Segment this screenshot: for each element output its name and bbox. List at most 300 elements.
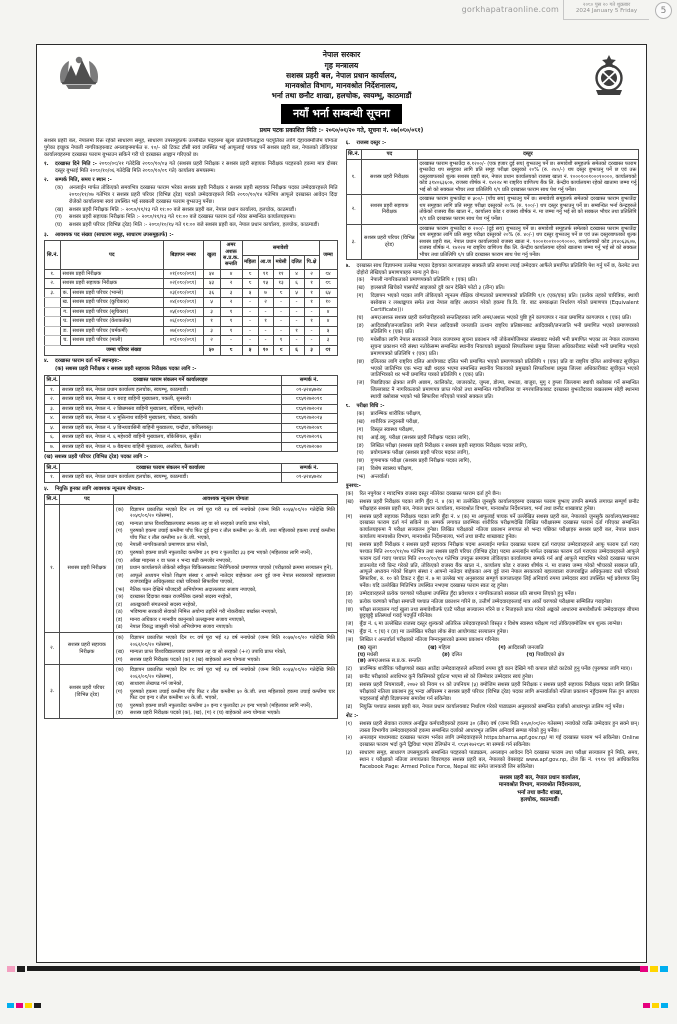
cell-backward: १ — [304, 317, 319, 327]
section-4-heading: दरखास्त फाराम दर्ता गर्ने स्थानहरु:- — [55, 358, 122, 365]
item-text: लिखित र अन्तर्वार्ता परीक्षाको नतिजा निम्नानुसारको क्रममा प्रकाशन गरिनेछ। — [359, 636, 500, 643]
item-label: (ख) — [345, 498, 354, 505]
press-chip-cyan — [7, 1003, 14, 1008]
item-text: सशस्त्र प्रहरी निरीक्षक पदको (क), (ख), (ग) र (घ) बाहेकको अन्य योग्यता भएको। — [129, 710, 281, 717]
exam-method-item — [357, 474, 640, 481]
fee-row — [346, 159, 639, 195]
item-label: (ख) — [427, 644, 437, 651]
section-7 — [346, 263, 640, 401]
section-6-number: ६. — [345, 140, 351, 147]
item-label: (क) — [356, 277, 365, 284]
qualification-item — [116, 542, 335, 549]
section-4b-heading: सशस्त्र प्रहरी परिचर (विभिन्न ट्रेड) पदका लागि :- — [54, 454, 149, 461]
item-label: (क) — [345, 491, 354, 498]
cell-backward: १ — [304, 279, 319, 289]
punashcha-item — [346, 621, 640, 628]
cell-post: सशस्त्र प्रहरी निरीक्षक — [60, 504, 114, 632]
section-7-items — [357, 277, 640, 400]
qualification-row-asi — [45, 632, 338, 664]
cell-sn: २. — [346, 195, 361, 224]
item-label: (ठ) — [345, 674, 353, 681]
cell-office: सशस्त्र प्रहरी बल, नेपाल प्रधान कार्यालय हलचोक, स्वयम्भू, काठमाडौं। — [60, 385, 281, 395]
punashcha-item — [346, 542, 640, 590]
government-line: नेपाल सरकार — [322, 50, 361, 59]
ministry-line: गृह मन्त्रालय — [324, 61, 359, 70]
section-3 — [44, 232, 338, 239]
item-label: (च) — [356, 337, 364, 344]
punashcha-item — [346, 491, 640, 498]
cell-sn: ४. — [45, 414, 60, 424]
col-dalit: दलित — [289, 255, 304, 269]
organization-line: भर्ना तथा छनौट शाखा, हलचोक, स्वयम्भू, काठमाडौं — [271, 90, 412, 100]
cell-women: - — [242, 317, 258, 327]
page-number-badge[interactable]: 5 — [655, 2, 672, 19]
item-text: सशस्त्र प्रहरी नियमावली, २०७२ को नियम १२ को उपनियम (५) बमोजिम सशस्त्र प्रहरी निरीक्षक र सशस्त्र प्रहरी सहायक निरीक्षक पदका लागि लिखित परीक्षाको नतिजा प्रकाशन हुनु भन्दा अघिसम्म र सशस्त्र प्रहरी परिचर (विभिन्न ट्रेड) पदका लागि अन्तर्वार्ताको नतिजा प्रकाशन नहुँदासम्म रिक्त हुन आएका पदहरुलाई सोही विज्ञापनमा समावेश गर्न सकिनेछ। — [359, 682, 639, 702]
cell-advert: ०२(०८०/०८१) — [163, 279, 203, 289]
cell-letter: च. — [61, 336, 71, 346]
section-7-intro: दरखास्त साथ विज्ञापनमा उल्लेख भएका देहायका कागजातहरु सक्कलै प्रति साथमा ल्याई उम्मेदवार आफैंले प्रमाणित प्रतिलिपि पेश गर्नु पर्ने छ, केरमेट तथा दोहोरो लेखिएको प्रमाणपत्रहरु मान्य हुने छैन। — [356, 262, 639, 276]
qualification-item — [116, 667, 335, 680]
item-label: (क) — [115, 506, 124, 513]
cell-advert: ०६(०८०/०८१) — [163, 317, 203, 327]
col-open: खुला — [203, 241, 220, 269]
cell-women: ८ — [242, 269, 258, 279]
qualification-row-inspector — [45, 504, 338, 632]
total-label: जम्मा परिचर संख्या — [45, 345, 204, 355]
total-grand: ९१ — [319, 345, 337, 355]
section-6-heading: राजस्व दस्तुर :- — [356, 140, 387, 147]
item-label: (च) — [345, 598, 353, 605]
cell-sn: १. — [45, 473, 60, 483]
item-text: दलित — [451, 651, 463, 658]
cell-madhesi: - — [273, 307, 289, 317]
cell-office: सशस्त्र प्रहरी बल, नेपाल नं. ७ बैद्यनाथ बाहिनी मुख्यालय, अत्तरिया, कैलाली। — [60, 442, 281, 452]
cell-sn — [45, 317, 61, 327]
cell-backward: - — [304, 307, 319, 317]
item-label: (ठ) — [115, 609, 123, 616]
item-text: मधेसी — [366, 651, 378, 658]
qualification-item — [116, 528, 335, 541]
note-item — [346, 721, 640, 735]
cell-women: ५ — [242, 288, 258, 298]
cell-sn: ६. — [45, 433, 60, 443]
item-text: सशस्त्र प्रहरी सहायक निरीक्षक मिति :- २०८०/११/१३ गते ११:०० बजे दरखास्त फाराम दर्ता गरेका सम्बन्धित कार्यालयहरुमा। — [69, 214, 296, 221]
press-chip-magenta — [640, 966, 648, 972]
punashcha-item — [346, 666, 640, 673]
note-heading: नोट :- — [345, 712, 359, 719]
item-text: आई.क्यु. परीक्षा (सशस्त्र प्रहरी निरीक्षक पदका लागि), — [370, 434, 471, 441]
date-box — [563, 0, 649, 20]
exam-method-item — [357, 443, 640, 450]
item-text: पिछडिएको क्षेत्र — [535, 651, 565, 658]
item-text: रित नपुगेका र म्यादभित्र राजस्व दस्तुर नतिरेका दरखास्त फाराम दर्ता हुने छैन। — [359, 491, 501, 498]
col-advert: बिज्ञापन नम्बर — [163, 241, 203, 269]
qualification-item — [116, 635, 335, 648]
cell-women: ८ — [242, 279, 258, 289]
item-label: (ङ) — [356, 442, 364, 449]
publication-line: प्रथम पटक प्रकाशित मिति :- २०८०/०९/२० गते, सूचना नं. ०७(०८०/०८१) — [259, 126, 424, 134]
office-row — [45, 473, 338, 483]
fee-table — [346, 149, 640, 260]
cell-post: सशस्त्र प्रहरी परिचर (कुचिकार) — [71, 298, 164, 308]
cell-phone: ९८५१२७२०२४ — [281, 404, 337, 414]
punashcha-heading: पुनश्च:- — [345, 483, 361, 490]
cell-sn — [45, 307, 61, 317]
cell-backward: १ — [304, 298, 319, 308]
item-text: खुला — [367, 644, 377, 651]
item-text: आदिवासी जनजाति — [507, 644, 544, 651]
item-label: (घ) — [55, 222, 63, 229]
item-text: अनलाइन माध्यमबाट दरखास्त फाराम भर्नका लागि उम्मेदवारहरुले https:bharna.apf.gov.np/ मा गई दरखास्त फाराम भर्न सकिनेछ। Online दरखास्त फाराम भर्दा कुनै द्विविधा भएमा टेलिफोन नं. ९८५१२७२९५८ मा सम्पर्क गर्न सकिनेछ। — [359, 735, 639, 749]
cell-letter: ग. — [61, 307, 71, 317]
organization-lines — [44, 71, 639, 101]
cell-open: ५४ — [203, 269, 220, 279]
cell-open: ३ — [203, 307, 220, 317]
cell-open: १ — [203, 317, 220, 327]
section-8-number: ८. — [345, 403, 351, 410]
office-row — [45, 395, 338, 405]
item-text: आफूले अध्ययन गरेको शिक्षण संस्था र आफ्नो नातेदार बाहेकका अन्य दुई जना नेपाल सरकारको बहालवाला राजपत्राङ्कित अधिकृतबाट राम्रो चरित्रको सिफारिश पाएको, — [129, 572, 335, 586]
section-8-heading: परीक्षा विधि :- — [356, 403, 385, 410]
cell-advert: ०५(०८०/०८१) — [163, 307, 203, 317]
cell-janajati: - — [258, 307, 273, 317]
site-header-bar — [0, 0, 677, 24]
result-order-list — [358, 645, 640, 666]
cell-fee-text: दरखास्त फाराम बुझाउँदा रु.१२००/- (एक हजार दुई सय) बुझाउनु पर्ने छ। समावेशी समूहतर्फ समेतको दरखास्त फाराम बुझाउँदा थप समूहका लागि प्रति समूह परीक्षा दस्तुरको २०% (रु. २४०/-) थप दस्तुर बुझाउनु पर्ने छ एवं उक्त दस्तुरबापतको शुल्क सशस्त्र प्रहरी बल, नेपाल प्रधान कार्यालयको राजस्व खाता नं. १०००१००१०००१००००, कार्यालयको कोड ३१४०६३६०७, राजस्व शीर्षक नं. १४२२४ मा राष्ट्रिय वाणिज्य बैंक लि. केन्द्रीय कार्यालयमा रहेको खातामा जम्मा गर्नु भई सो को सक्कल भौचर तथा प्रतिलिपि १/१ प्रति दरखास्त फाराम साथ पेश गर्नु पर्नेछ। — [417, 159, 638, 195]
cell-dalit: ५ — [289, 288, 304, 298]
col-phone: सम्पर्क नं. — [281, 464, 337, 473]
punashcha-item — [346, 599, 640, 606]
item-label: (छ) — [345, 606, 354, 613]
exam-method-item — [357, 435, 640, 442]
cell-post: सशस्त्र प्रहरी परिचर (विभिन्न ट्रेड) — [60, 665, 114, 719]
item-label: (ख) — [115, 681, 124, 688]
result-order-item — [428, 645, 498, 652]
cell-advert: ०३(०८०/०८१) — [163, 288, 203, 298]
punashcha-item — [346, 637, 640, 644]
item-text: छनौट परीक्षाको अवधिभर कुनै किसिमको दुर्घटना भएमा सो को जिम्मेवार उम्मेदवार स्वयं हुनेछ। — [359, 674, 534, 681]
fee-row — [346, 195, 639, 224]
document-item — [357, 293, 640, 314]
section-4b-label: (ख) — [44, 454, 53, 461]
signature-line: भर्ना तथा छनौट शाखा, — [517, 789, 563, 796]
cell-sn: १. — [45, 385, 60, 395]
section-5 — [44, 486, 338, 493]
cell-advert: ०४(०८०/०८१) — [163, 298, 203, 308]
cell-post: सशस्त्र प्रहरी सहायक निरीक्षक — [361, 195, 417, 224]
vacancy-subrow — [45, 288, 338, 298]
cell-sn: ५. — [45, 423, 60, 433]
exam-method-item — [357, 466, 640, 473]
item-label: (ख) — [115, 520, 124, 527]
office-row — [45, 423, 338, 433]
item-text: विस्तृत स्वास्थ्य परीक्षण, — [370, 426, 415, 433]
cell-sn: १. — [346, 159, 361, 195]
site-url-link[interactable]: gorkhapatraonline.com — [461, 5, 559, 14]
item-text: साधारण लेखपढ गर्न जानेको, — [129, 681, 184, 688]
office-row — [45, 404, 338, 414]
cell-sn: २. — [45, 395, 60, 405]
col-martyr: अमर अशक्त स.प्र.क. सन्तति — [220, 241, 242, 269]
cell-office: सशस्त्र प्रहरी बल, नेपाल नं. २ छिन्नमस्ता बाहिनी मुख्यालय, बर्दिबास, महोत्तरी। — [60, 404, 281, 414]
cell-total: ५ — [319, 326, 337, 336]
cell-sn: ७. — [45, 442, 60, 452]
press-chip-magenta — [643, 1003, 650, 1008]
cell-post: सशस्त्र प्रहरी सहायक निरीक्षक — [61, 279, 164, 289]
cell-office: सशस्त्र प्रहरी बल, नेपाल नं. ६ महेश्वरी बाहिनी मुख्यालय, बाँकेसियल, सुर्खेत। — [60, 433, 281, 443]
cell-sn — [45, 326, 61, 336]
exam-method-items — [357, 411, 640, 481]
note-items — [346, 721, 640, 771]
item-label: (ग) — [115, 528, 123, 535]
cell-sn: १. — [45, 269, 61, 279]
cell-martyr: २ — [220, 279, 242, 289]
col-sn: सि.नं. — [46, 496, 58, 503]
cell-letter: क. — [61, 288, 71, 298]
cell-sn: १. — [45, 504, 60, 632]
item-text: दरखास्त दिंदाका बखत राजनैतिक दलको सदस्य नरहेको, — [129, 594, 233, 601]
item-text: मानव अधिकार र मानवीय कानुनको उल्लङ्घनमा सजाय नपाएको, — [129, 616, 246, 623]
press-chip-yellow — [652, 1003, 659, 1008]
document-item — [357, 277, 640, 284]
document-item — [357, 359, 640, 380]
item-label: (छ) — [356, 458, 365, 465]
cell-total: ४ — [319, 317, 337, 327]
punashcha-item — [346, 591, 640, 598]
item-label: (ट) — [345, 666, 353, 673]
exam-method-item — [357, 458, 640, 465]
total-janajati: १० — [258, 345, 273, 355]
item-label: (ज) — [356, 466, 365, 473]
cell-women: - — [242, 307, 258, 317]
item-text: पुरुषको हकमा उचाई कम्तीमा पाँच फिट दुई इन्च र तौल कम्तीमा ५० के.जी. तथा महिलाको हकमा उचाई कम्तीमा पाँच फिट र तौल कम्तीमा ४२ के.जी. भएको, — [129, 528, 335, 541]
office-row — [45, 385, 338, 395]
col-madhesi: मधेसी — [273, 255, 289, 269]
item-text: नेपाल विरुद्ध जासुसी गरेको अभियोगमा सजाय नपाएको। — [129, 624, 233, 631]
cell-madhesi: १३ — [273, 279, 289, 289]
cell-post: सशस्त्र प्रहरी परिचर (विभिन्न ट्रेड) — [361, 224, 417, 260]
col-janajati: आ.ज — [258, 255, 273, 269]
item-text: हालसालै खिचेको पासपोर्ट साइजको दुवै कान देखिने फोटो ३ (तीन) प्रति। — [370, 285, 505, 292]
list-item — [55, 207, 338, 214]
vacancy-subrow — [45, 336, 338, 346]
col-post: पद — [361, 150, 417, 159]
item-label: (घ) — [356, 434, 364, 441]
item-label: (ट) — [115, 601, 123, 608]
item-label: (घ) — [357, 651, 366, 658]
cell-open: ५ — [203, 298, 220, 308]
section-7-number: ७. — [345, 262, 351, 269]
cell-fee-text: दरखास्त फाराम बुझाउँदा रु ५००/- (पाँच सय) बुझाउनु पर्ने छ। समावेशी समूहतर्फ समेतको दरखास्त फाराम बुझाउँदा थप समूहका लागि प्रति समूह परीक्षा दस्तुरको २०% (रु. १००/-) थप दस्तुर बुझाउनु पर्ने छ। सम्बन्धित भर्ना केन्द्रहरुले तोकेको राजस्व बैंक खाता नं., कार्यालय कोड र राजस्व शीर्षक नं. मा जम्मा गर्नु भई सो को सक्कल भौचर तथा प्रतिलिपि १/१ प्रति दरखास्त फाराम साथ पेश गर्नु पर्नेछ। — [417, 195, 638, 224]
cell-phone: ९८५१२७२०४८ — [281, 423, 337, 433]
item-text: बुँदा नं. ८ (घ) र (ङ) मा उल्लेखित परीक्षा लोक सेवा आयोगबाट सञ्चालन हुनेछ। — [359, 629, 508, 636]
press-chip-yellow — [25, 1003, 32, 1008]
cell-post: सशस्त्र प्रहरी निरीक्षक — [61, 269, 164, 279]
press-chip-black — [34, 1003, 41, 1008]
col-office: दरखास्त फाराम संकलन गर्ने कार्यालयहरु — [60, 376, 281, 385]
press-chip-magenta — [16, 1003, 23, 1008]
total-open: ५० — [203, 345, 220, 355]
two-column-body — [44, 138, 639, 805]
item-text: भविष्यमा सरकारी सेवाको निमित्त अयोग्य ठहरिने गरी नोकरीबाट बर्खास्त नभएको, — [129, 609, 278, 616]
qualification-item — [116, 681, 335, 688]
item-text: आदिवासी/जनजातिका लागि नेपाल आदिवासी जनजाति उत्थान राष्ट्रिय प्रतिष्ठानबाट आदिवासी/जनजाति भनी प्रमाणित भएको प्रमाणपत्रको प्रतिलिपि १ (एक) प्रति। — [370, 322, 639, 336]
punashcha-item — [346, 514, 640, 541]
item-label: (ज) — [356, 380, 365, 387]
cell-janajati: ११ — [258, 269, 273, 279]
item-label: (ग) — [356, 293, 364, 300]
press-chip-pink — [7, 966, 15, 972]
cell-phone: ९८५१२७२०७० — [281, 442, 337, 452]
section-5-heading: नियुक्ति हुनका लागि आवश्यक न्यूनतम योग्यता:- — [55, 485, 145, 492]
item-label: (ङ) — [115, 710, 124, 717]
date-nepali: २०८० पुस २० गते शुक्रबार — [582, 2, 631, 8]
cell-advert: ०१(०८०/०८१) — [163, 269, 203, 279]
cell-janajati: - — [258, 336, 273, 346]
item-label: (ग) — [345, 513, 353, 520]
item-label: (क) — [357, 644, 367, 651]
organization-line: सशस्त्र प्रहरी बल, नेपाल प्रधान कार्यालय, — [286, 71, 397, 80]
section-4a-heading: सशस्त्र प्रहरी निरीक्षक र सशस्त्र प्रहरी सहायक निरीक्षक पदका लागि :- — [65, 366, 197, 373]
item-label: (ख) — [115, 649, 124, 656]
item-label: (च) — [356, 450, 364, 457]
item-label: (ग) — [115, 656, 123, 663]
item-text: प्रारम्भिक शारीरिक परीक्षणको बखत आउँदा उम्मेदवारहरुले अनिवार्य रुपमा दुवै कान देखिने गरी कपाल छोटो काटेको हुनु पर्नेछ (पुरुषका लागि मात्र)। — [359, 666, 632, 673]
item-text: उम्मेदवारहरुले प्रत्येक चरणको परीक्षामा उपस्थित हुँदा प्रवेशपत्र र नागरिकताको सक्कल प्रति साथमा लिएको हुनु पर्नेछ। — [359, 590, 576, 597]
cell-backward: - — [304, 336, 319, 346]
section-3-heading: आवश्यक पद संख्या (साधारण समूह, साधारण उपसमूहतर्फ) :- — [55, 231, 174, 238]
document-item — [357, 337, 640, 358]
item-text: नेपाली नागरिकताको प्रमाणपत्र प्राप्त गरेको, — [129, 542, 209, 549]
cell-sn: ३. — [45, 665, 60, 719]
item-label: (क) — [115, 667, 124, 674]
result-order-item — [526, 652, 610, 659]
intro-paragraph: सशस्त्र प्रहरी बल, नेपालमा रिक्त रहेको साधारण समूह, साधारण उपसमूहतर्फ उल्लेखित पदहरुमा खुला प्रतियोगिताद्वारा पदपूर्तिका लागि देहायबमोजिम योग्यता पुगेका इच्छुक नेपाली नागरिकहरुबाट अनलाइनमार्फत रु. १०/- को टिकट टाँसी स्वयं उपस्थित भई आफूलाई पायक पर्ने सशस्त्र प्रहरी बल, नेपालको तोकिएका कार्यालयहरुमा दरखास्त फाराम बुझाउन सकिने गरी यो दरखास्त आह्वान गरिएको छ। — [44, 137, 338, 158]
punashcha-items-b — [346, 666, 640, 710]
item-label: (झ) — [345, 629, 355, 636]
exam-method-item — [357, 419, 640, 426]
section-1 — [44, 161, 338, 175]
item-label: (क) — [55, 185, 63, 192]
exam-method-item — [357, 411, 640, 418]
item-text: आतङ्ककारी संगठनको सदस्य नरहेको, — [129, 601, 197, 608]
item-text: दलितका लागि राष्ट्रिय दलित आयोगबाट दलित भनी प्रमाणित भएको प्रमाणपत्रको प्रतिलिपि १ (एक) प्रति वा राष्ट्रिय दलित आयोगबाट सूचीकृत भएको जातिभित्र एक भन्दा बढी थरहरु भएमा सम्बन्धित स्थानीय निकायको प्रमुखको सिफारिशमा प्रमुख जिल्ला अधिकारीबाट सूचीकृत भएको जातिभित्रको थर भनी प्रमाणित पत्रको प्रतिलिपि १ (एक) प्रति। — [370, 358, 639, 379]
signature-line: सशस्त्र प्रहरी बल, नेपाल प्रधान कार्यालय, — [499, 774, 581, 781]
item-label: (ङ) — [356, 322, 364, 329]
cell-phone: ०१-५२४५७२४ — [281, 473, 337, 483]
document-item — [357, 380, 640, 401]
item-text: मधेसीका लागि नेपाल सरकारले नेपाल राजपत्रमा सूचना प्रकाशन गरी तोकेबमोजिमका संस्थाबाट मधेसी भनी प्रमाणित भएका तर नेपाल राजपत्रमा सूचना प्रकाशन गरी संस्था नतोकेसम्म सम्बन्धित स्थानीय निकायको प्रमुखको सिफारिसमा प्रमुख जिल्ला अधिकारीबाट मधेसी भनी प्रमाणित भएको प्रमाणपत्रको प्रतिलिपि १ (एक) प्रति। — [370, 337, 639, 357]
fee-row — [346, 224, 639, 260]
item-text: परीक्षा सञ्चालन गर्दा खुला तथा समावेशीतर्फ एउटै परीक्षा सञ्चालन गरिने छ र निजहरुले प्राप्त गरेको अङ्कको आधारमा समावेशीतर्फ उम्मेदवारहरु बीचमा छुट्टाछुट्टै प्रतिस्पर्धा गराई पदपूर्ति गरिनेछ। — [359, 606, 639, 620]
cell-sn: २. — [45, 632, 60, 664]
cell-madhesi: - — [273, 317, 289, 327]
vacancy-subrow — [45, 326, 338, 336]
section-3-number: ३. — [44, 231, 49, 238]
notice-title-banner: नयाँ भर्ना सम्बन्धी सूचना — [281, 104, 402, 124]
item-label: (२) — [345, 735, 353, 742]
exam-method-item — [357, 450, 640, 457]
cell-sn — [45, 298, 61, 308]
cell-fee-text: दरखास्त फाराम बुझाउँदा रु २००/- (दुई सय) बुझाउनु पर्ने छ। समावेशी समूहतर्फ समेतको दरखास्त फाराम बुझाउँदा थप समूहका लागि प्रति समूह परीक्षा दस्तुरको २०% (रु. ४०/-) थप दस्तुर बुझाउनु पर्ने छ एवं उक्त दस्तुरबापतको शुल्क सशस्त्र प्रहरी बल, नेपाल प्रधान कार्यालयको राजस्व खाता नं. १०००१००१०००१००००, कार्यालयको कोड ३१४०६३६०७, राजस्व शीर्षक नं. १४२२४ मा राष्ट्रिय वाणिज्य बैंक लि. केन्द्रीय कार्यालयमा रहेको खातामा जम्मा गर्नु भई सो को सक्कल भौचर तथा प्रतिलिपि १/१ प्रति दरखास्त फाराम साथ पेश गर्नु पर्नेछ। — [417, 224, 638, 260]
cell-dalit: ६ — [289, 279, 304, 289]
item-text: प्रारम्भिक शारीरिक परीक्षण, — [370, 411, 422, 418]
col-inclusive: समावेशी — [242, 241, 319, 255]
punashcha-item — [346, 704, 640, 711]
item-label: (क) — [115, 634, 124, 641]
nepal-government-emblem-icon — [56, 52, 102, 96]
item-text: सशस्त्र प्रहरी निरीक्षक पदका लागि बुँदा नं. ४ (क) मा उल्लेखित जुनसुकै कार्यालयहरुमा दरखास्त फाराम बुझाए तापनि सम्पर्क लगायत सम्पूर्ण छनौट परीक्षाहरु सशस्त्र प्रहरी बल, नेपाल प्रधान कार्यालय, मानवश्रोत विभाग, मानवश्रोत निर्देशनालय, भर्ना तथा छनौट शाखाबाट हुनेछ। — [359, 498, 639, 512]
total-backward: ३ — [304, 345, 319, 355]
section-2 — [44, 177, 338, 229]
press-chip-yellow — [650, 966, 658, 972]
cell-martyr: १ — [220, 307, 242, 317]
item-label: (ज) — [345, 621, 354, 628]
punashcha-items-a — [346, 491, 640, 644]
item-label: (क) — [356, 411, 365, 418]
cell-office: सशस्त्र प्रहरी बल, नेपाल नं. १ बराह बाहिनी मुख्यालय, पकली, सुनसरी। — [60, 395, 281, 405]
cell-sn: ३. — [45, 288, 61, 298]
total-martyr: ८ — [220, 345, 242, 355]
item-label: (ज) — [115, 572, 124, 579]
col-post: पद — [61, 241, 164, 269]
cell-post: सशस्त्र प्रहरी परिचर (भान्से) — [71, 288, 164, 298]
press-registration-bar — [7, 965, 670, 972]
punashcha-section — [346, 483, 640, 710]
item-text: विज्ञापन प्रकाशित भएको दिन २१ वर्ष पूरा गरी २५ वर्ष ननाघेको (जन्म मिति २०५५/०९/२० गतेदेखि मिति २०५९/०९/२० गतेसम्म), — [129, 506, 335, 520]
qualification-item — [116, 550, 335, 557]
qualification-item — [116, 587, 335, 594]
vacancy-table — [44, 240, 338, 355]
cell-post: सशस्त्र प्रहरी निरीक्षक — [361, 159, 417, 195]
section-2-number: २. — [44, 177, 49, 184]
vacancy-row — [45, 269, 338, 279]
section-2-heading: सम्पर्क मिति, समय र स्थान :- — [55, 177, 112, 184]
qualification-item — [116, 521, 335, 528]
offices-table-b — [44, 463, 338, 483]
cell-janajati: २ — [258, 298, 273, 308]
cell-open: २ — [203, 336, 220, 346]
qualification-row-parichar — [45, 665, 338, 719]
cell-dalit: - — [289, 307, 304, 317]
cell-total: १० — [319, 298, 337, 308]
qualification-item — [116, 710, 335, 717]
punashcha-item — [346, 682, 640, 703]
vacancy-subrow — [45, 307, 338, 317]
offices-table-a — [44, 375, 338, 452]
item-text: पुरुषको हकमा उचाई कम्तीमा पाँच फिट र तौल कम्तीमा ५० के.जी. तथा महिलाको हकमा उचाई कम्तीमा चार फिट दश इन्च र तौल कम्तीमा ४२ के.जी. भएको, — [129, 688, 335, 702]
cell-total: ९४ — [319, 269, 337, 279]
cell-office: सशस्त्र प्रहरी बल, नेपाल नं. ४ मुक्तिनाथ बाहिनी मुख्यालय, पोखरा, कास्की। — [60, 414, 281, 424]
cell-post: सशस्त्र प्रहरी परिचर (चर्मकर्मी) — [71, 326, 164, 336]
item-text: पिछडिएका क्षेत्रका लागि अछाम, कालिकोट, जाजरकोट, जुम्ला, डोल्पा, बझाङ, बाजुरा, मुगु र हुम्ला जिल्लामा स्थायी बसोबास गर्ने सम्बन्धित जिल्लाबाट नै नागरिकताको प्रमाणपत्र प्राप्त गरेको तथा सम्बन्धित गाउँपालिका वा नगरपालिकाबाट दरखास्त बुझाउँदाका बखतसम्म सोही स्थानमा स्थायी बसोबास भएको भन्ने सिफारिश गरिएको पत्रको सक्कल प्रति। — [370, 380, 639, 400]
item-text: प्रधान कार्यालयले तोकेको स्वीकृत चिकित्सकबाट निरोगिताको प्रमाणपत्र पाएको (परीक्षाको क्रममा सञ्चालन हुने), — [129, 565, 333, 572]
section-8 — [346, 403, 640, 480]
cell-martyr: १ — [220, 326, 242, 336]
section-4-number: ४. — [44, 358, 49, 365]
cell-open: ३६ — [203, 288, 220, 298]
item-label: (ढ) — [345, 703, 353, 710]
item-text: लिखित परीक्षा (सशस्त्र प्रहरी निरीक्षक र सशस्त्र प्रहरी सहायक निरीक्षक पदका लागि), — [370, 442, 528, 449]
item-label: (३) — [345, 750, 353, 757]
item-text: सशस्त्र प्रहरी निरीक्षक र सशस्त्र प्रहरी सहायक निरीक्षक पदमा अनलाईन मार्फत दरखास्त फाराम दर्ता गराएका उम्मेदवारहरुले आफू फाराम दर्ता गराए पश्चात मिति २०८०/११/०७ गतेभित्र तथा सशस्त्र प्रहरी परिचर (विभिन्न ट्रेड) पदमा अनलाईन मार्फत दरखास्त फाराम दर्ता गराएका उम्मेदवारहरुले आफूले फाराम दर्ता गराए पश्चात मिति २०८०/१०/१४ गतेभित्र उपयुक्त समयमा तोकिएका कार्यालयमा सम्पर्क गर्न आई आफूले म्यादभित्र भरेको दरखास्त फाराम डाउनलोड गरी प्रिन्ट गरेको प्रति, तोकिएको राजस्व बैंक खाता नं., कार्यालय कोड र राजस्व शीर्षक नं. मा राजस्व जम्मा गरेको भौचरको सक्कल प्रति, आफूले अध्ययन गरेको शिक्षण संस्था र आफ्नो नातेदार बाहेकका अन्य दुई जना नेपाल सरकारको बहालवाला राजपत्राङ्कित अधिकृतबाट राम्रो चरित्रको सिफारिश, रु. १० को टिकट र बुँदा नं. ७ मा उल्लेख भए अनुसारका सम्पूर्ण कागजातहरु लिई अनिवार्य रुपमा उम्मेदवार स्वयं उपस्थित भई प्रवेशपत्र लिनु पर्नेछ। यदि उल्लेखित मितिभित्र उपस्थित नभएमा दरखास्त फाराम स्वतः रद्द हुनेछ। — [359, 541, 639, 590]
col-office: दरखास्त फाराम संकलन गर्ने कार्यालय — [60, 464, 281, 473]
press-chip-black — [17, 966, 25, 972]
qualification-item — [116, 609, 335, 616]
document-item — [357, 285, 640, 292]
signature-line: मानवश्रोत विभाग, मानवश्रोत निर्देशनालय, — [498, 782, 582, 789]
item-text: मान्यता प्राप्त विश्वविद्यालयबाट प्रमाणपत्र तह वा सो सरहको (+२) उपाधि प्राप्त गरेको, — [129, 649, 287, 656]
